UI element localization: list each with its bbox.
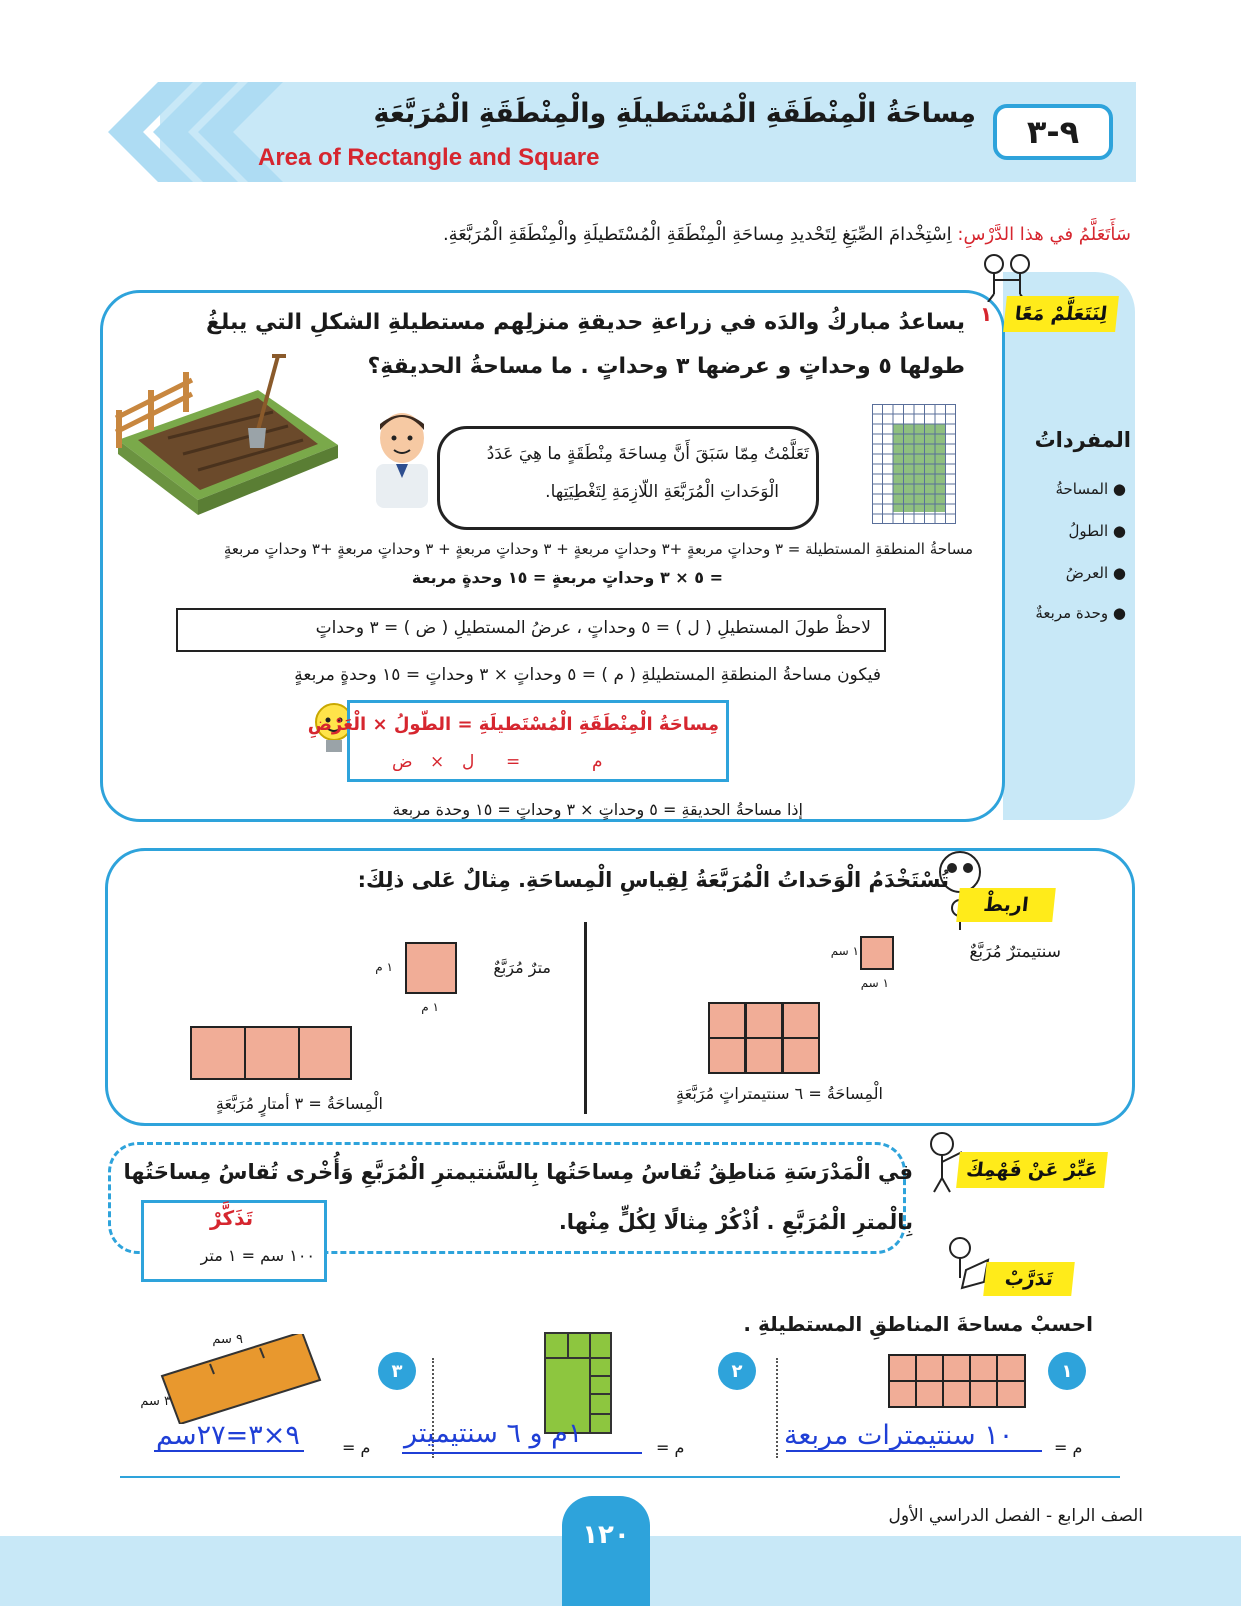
vocabulary-title: المفرداتُ <box>1034 428 1131 452</box>
cm-side-label: ١ سم <box>860 976 889 990</box>
formula-symbol-l: ل <box>462 752 475 772</box>
exercise2-answer[interactable]: ١م و ٦ سنتيميتر <box>404 1418 583 1449</box>
remember-title: تَذَكَّرْ <box>210 1206 254 1230</box>
page-title: مِساحَةُ الْمِنْطَقَةِ الْمُسْتَطيلَةِ والْمِنْطَقَةِ الْمُرَبَّعَةِ <box>373 98 976 129</box>
exercise3-rectangle <box>150 1334 330 1424</box>
speech-line1: تَعَلَّمْتُ مِمّا سَبَقَ أَنَّ مِساحَةَ مِنْطَقَةٍ ما هِيَ عَدَدُ <box>486 444 809 464</box>
unit-square-m <box>405 942 457 994</box>
lesson-objective <box>443 224 1131 245</box>
exercise-number-badge: ١ <box>1048 1352 1086 1390</box>
vocabulary-item: ● العرضُ <box>1065 564 1126 582</box>
express-line2: بِالْمترِ الْمُرَبَّعِ . اُذْكُرْ مِثالًا لِكُلٍّ مِنْها. <box>558 1210 913 1234</box>
vocabulary-item: ● وحدة مربعةٌ <box>1035 604 1126 622</box>
express-line1: في الْمَدْرَسَةِ مَناطِقُ تُقاسُ مِساحَتُها بِالسَّنتيمترِ الْمُرَبَّعِ وَأُخْرى تُقاسُ مِساحَتُها <box>123 1160 913 1184</box>
cm-square-label: سنتيمترٌ مُرَبَّعٌ <box>969 942 1061 962</box>
m-cell <box>298 1026 352 1080</box>
vocabulary-item: ● الطولُ <box>1068 522 1126 540</box>
exercise1-answer-line <box>786 1450 1042 1452</box>
m-cell <box>190 1026 246 1080</box>
practice-instruction: احسبْ مساحةَ المناطقِ المستطيلةِ . <box>743 1312 1093 1336</box>
objective-label: سَأَتَعَلَّمُ في هذا الدَّرْسِ: <box>957 224 1131 245</box>
learn-together-tag: لِنَتَعَلَّمْ مَعًا <box>1003 296 1119 332</box>
exercise1-rectangle <box>888 1354 1026 1408</box>
practice-tag: تَدَرَّبْ <box>983 1262 1075 1296</box>
side-panel <box>1003 272 1135 820</box>
cm-cell <box>782 1002 820 1039</box>
problem-text-line1: يساعدُ مباركُ والدَه في زراعةِ حديقةِ منزلِهم مستطيلةِ الشكلِ التي يبلغُ <box>206 310 965 335</box>
cm-area-label: الْمِساحَةُ = ٦ سنتيمتراتٍ مُرَبَّعَةٍ <box>676 1084 883 1103</box>
speech-line2: الْوَحَداتِ الْمُرَبَّعَةِ اللّازِمَةِ لِتَغْطِيَتِها. <box>545 482 779 502</box>
formula-symbol-eq: = <box>506 752 521 772</box>
exercise1-cell <box>942 1380 971 1408</box>
page-title-english: Area of Rectangle and Square <box>258 144 600 171</box>
problem-text-line2: طولها ٥ وحداتٍ و عرضها ٣ وحداتٍ . ما مساحةُ الحديقةِ؟ <box>367 354 965 379</box>
sum-line2: = ٥ × ٣ وحداتٍ مربعةٍ = ١٥ وحدةٍ مربعة <box>411 568 723 587</box>
m-cell <box>244 1026 300 1080</box>
exercise1-cell <box>942 1354 971 1382</box>
garden-illustration <box>108 350 344 522</box>
exercise3-answer-line <box>154 1450 304 1452</box>
exercise1-cell <box>969 1380 998 1408</box>
lesson-number-badge <box>993 104 1113 160</box>
exercise3-side-short: ٣ سم <box>140 1394 171 1409</box>
exercise3-label: م = <box>342 1438 371 1457</box>
exercise1-cell <box>996 1354 1026 1382</box>
express-tag: عَبِّرْ عَنْ فَهْمِكَ <box>956 1152 1108 1188</box>
grid-lines <box>872 404 956 524</box>
cm-cell <box>708 1002 746 1039</box>
section-divider <box>584 922 587 1114</box>
sum-line1: مساحةُ المنطقةِ المستطيلة = ٣ وحداتٍ مربعةٍ +٣ وحداتٍ مربعةٍ + ٣ وحداتٍ مربعةٍ + ٣ وحداتٍ مربعةٍ +٣ وحداتٍ مربعةٍ <box>223 540 973 558</box>
m-square-label: مترٌ مُرَبَّعٌ <box>493 958 551 977</box>
exercise-divider <box>776 1358 778 1458</box>
problem-number: ١ <box>980 302 993 326</box>
formula-symbol-times: × <box>430 752 445 772</box>
exercise2-answer-line <box>402 1452 642 1454</box>
kids-icon <box>978 250 1048 302</box>
exercise1-cell <box>969 1354 998 1382</box>
m-area-label: الْمِساحَةُ = ٣ أمتارٍ مُرَبَّعَةٍ <box>215 1094 383 1113</box>
unit-grid <box>872 404 956 524</box>
exercise1-answer[interactable]: ١٠ سنتيمترات مربعة <box>784 1420 1014 1451</box>
exercise-number-badge: ٢ <box>718 1352 756 1390</box>
formula-text: مِساحَةُ الْمِنْطَقَةِ الْمُسْتَطيلَةِ = الطّولُ × الْعَرْضِ <box>307 714 719 735</box>
cm-cell <box>745 1037 783 1074</box>
cm-cell <box>708 1037 746 1074</box>
exercise1-label: م = <box>1054 1438 1083 1457</box>
practice-bottom-rule <box>120 1476 1120 1478</box>
formula-symbol-m: م <box>592 752 603 772</box>
m-side-label: ١ م <box>375 960 393 974</box>
unit-square-cm <box>860 936 894 970</box>
so-line: فيكون مساحةُ المنطقةِ المستطيلةِ ( م ) = ٥ وحداتٍ × ٣ وحداتٍ = ١٥ وحدةٍ مربعةٍ <box>294 665 881 685</box>
exercise1-cell <box>915 1380 944 1408</box>
note-box-text: لاحظْ طولَ المستطيلِ ( ل ) = ٥ وحداتٍ ، عرضُ المستطيلِ ( ض ) = ٣ وحداتٍ <box>315 618 871 638</box>
exercise1-cell <box>996 1380 1026 1408</box>
connect-heading: تُسْتَخْدَمُ الْوَحَداتُ الْمُرَبَّعَةُ لِقِياسِ الْمِساحَةِ. مِثالٌ عَلى ذلِكَ: <box>357 868 949 892</box>
m-rectangle <box>190 1026 352 1080</box>
exercise1-cell <box>915 1354 944 1382</box>
objective-text: اِسْتِخْدامَ الصِّيَغِ لِتَحْديدِ مِساحَةِ الْمِنْطَقَةِ الْمُسْتَطيلَةِ والْمِنْطَقَةِ الْمُرَبَّعَةِ. <box>442 224 952 245</box>
exercise2-label: م = <box>656 1438 685 1457</box>
connect-tag: اربطْ <box>956 888 1056 922</box>
exercise1-cell <box>888 1380 917 1408</box>
boy-illustration <box>362 408 442 510</box>
cm-rectangle <box>708 1002 820 1074</box>
page-number-tab <box>562 1496 650 1606</box>
cm-side-label: ١ سم <box>830 944 859 958</box>
m-side-label: ١ م <box>421 1000 439 1014</box>
cm-cell <box>745 1002 783 1039</box>
cm-cell <box>782 1037 820 1074</box>
exercise3-answer[interactable]: ٩×٣=٢٧سم <box>156 1420 300 1451</box>
speech-bubble <box>437 426 819 530</box>
lesson-number: ٩-٣ <box>1026 113 1080 151</box>
formula-symbol-d: ض <box>392 752 413 772</box>
remember-text: ١٠٠ سم = ١ متر <box>200 1246 315 1265</box>
footer-grade: الصف الرابع - الفصل الدراسي الأول <box>888 1506 1143 1526</box>
vocabulary-item: ● المساحةُ <box>1055 480 1126 498</box>
conclusion-line: إذا مساحةُ الحديقةِ = ٥ وحداتٍ × ٣ وحداتٍ = ١٥ وحدة مربعة <box>392 800 803 819</box>
page-number: ١٢٠ <box>582 1520 630 1550</box>
exercise3-side-long: ٩ سم <box>212 1332 243 1347</box>
exercise1-cell <box>888 1354 917 1382</box>
exercise-number-badge: ٣ <box>378 1352 416 1390</box>
